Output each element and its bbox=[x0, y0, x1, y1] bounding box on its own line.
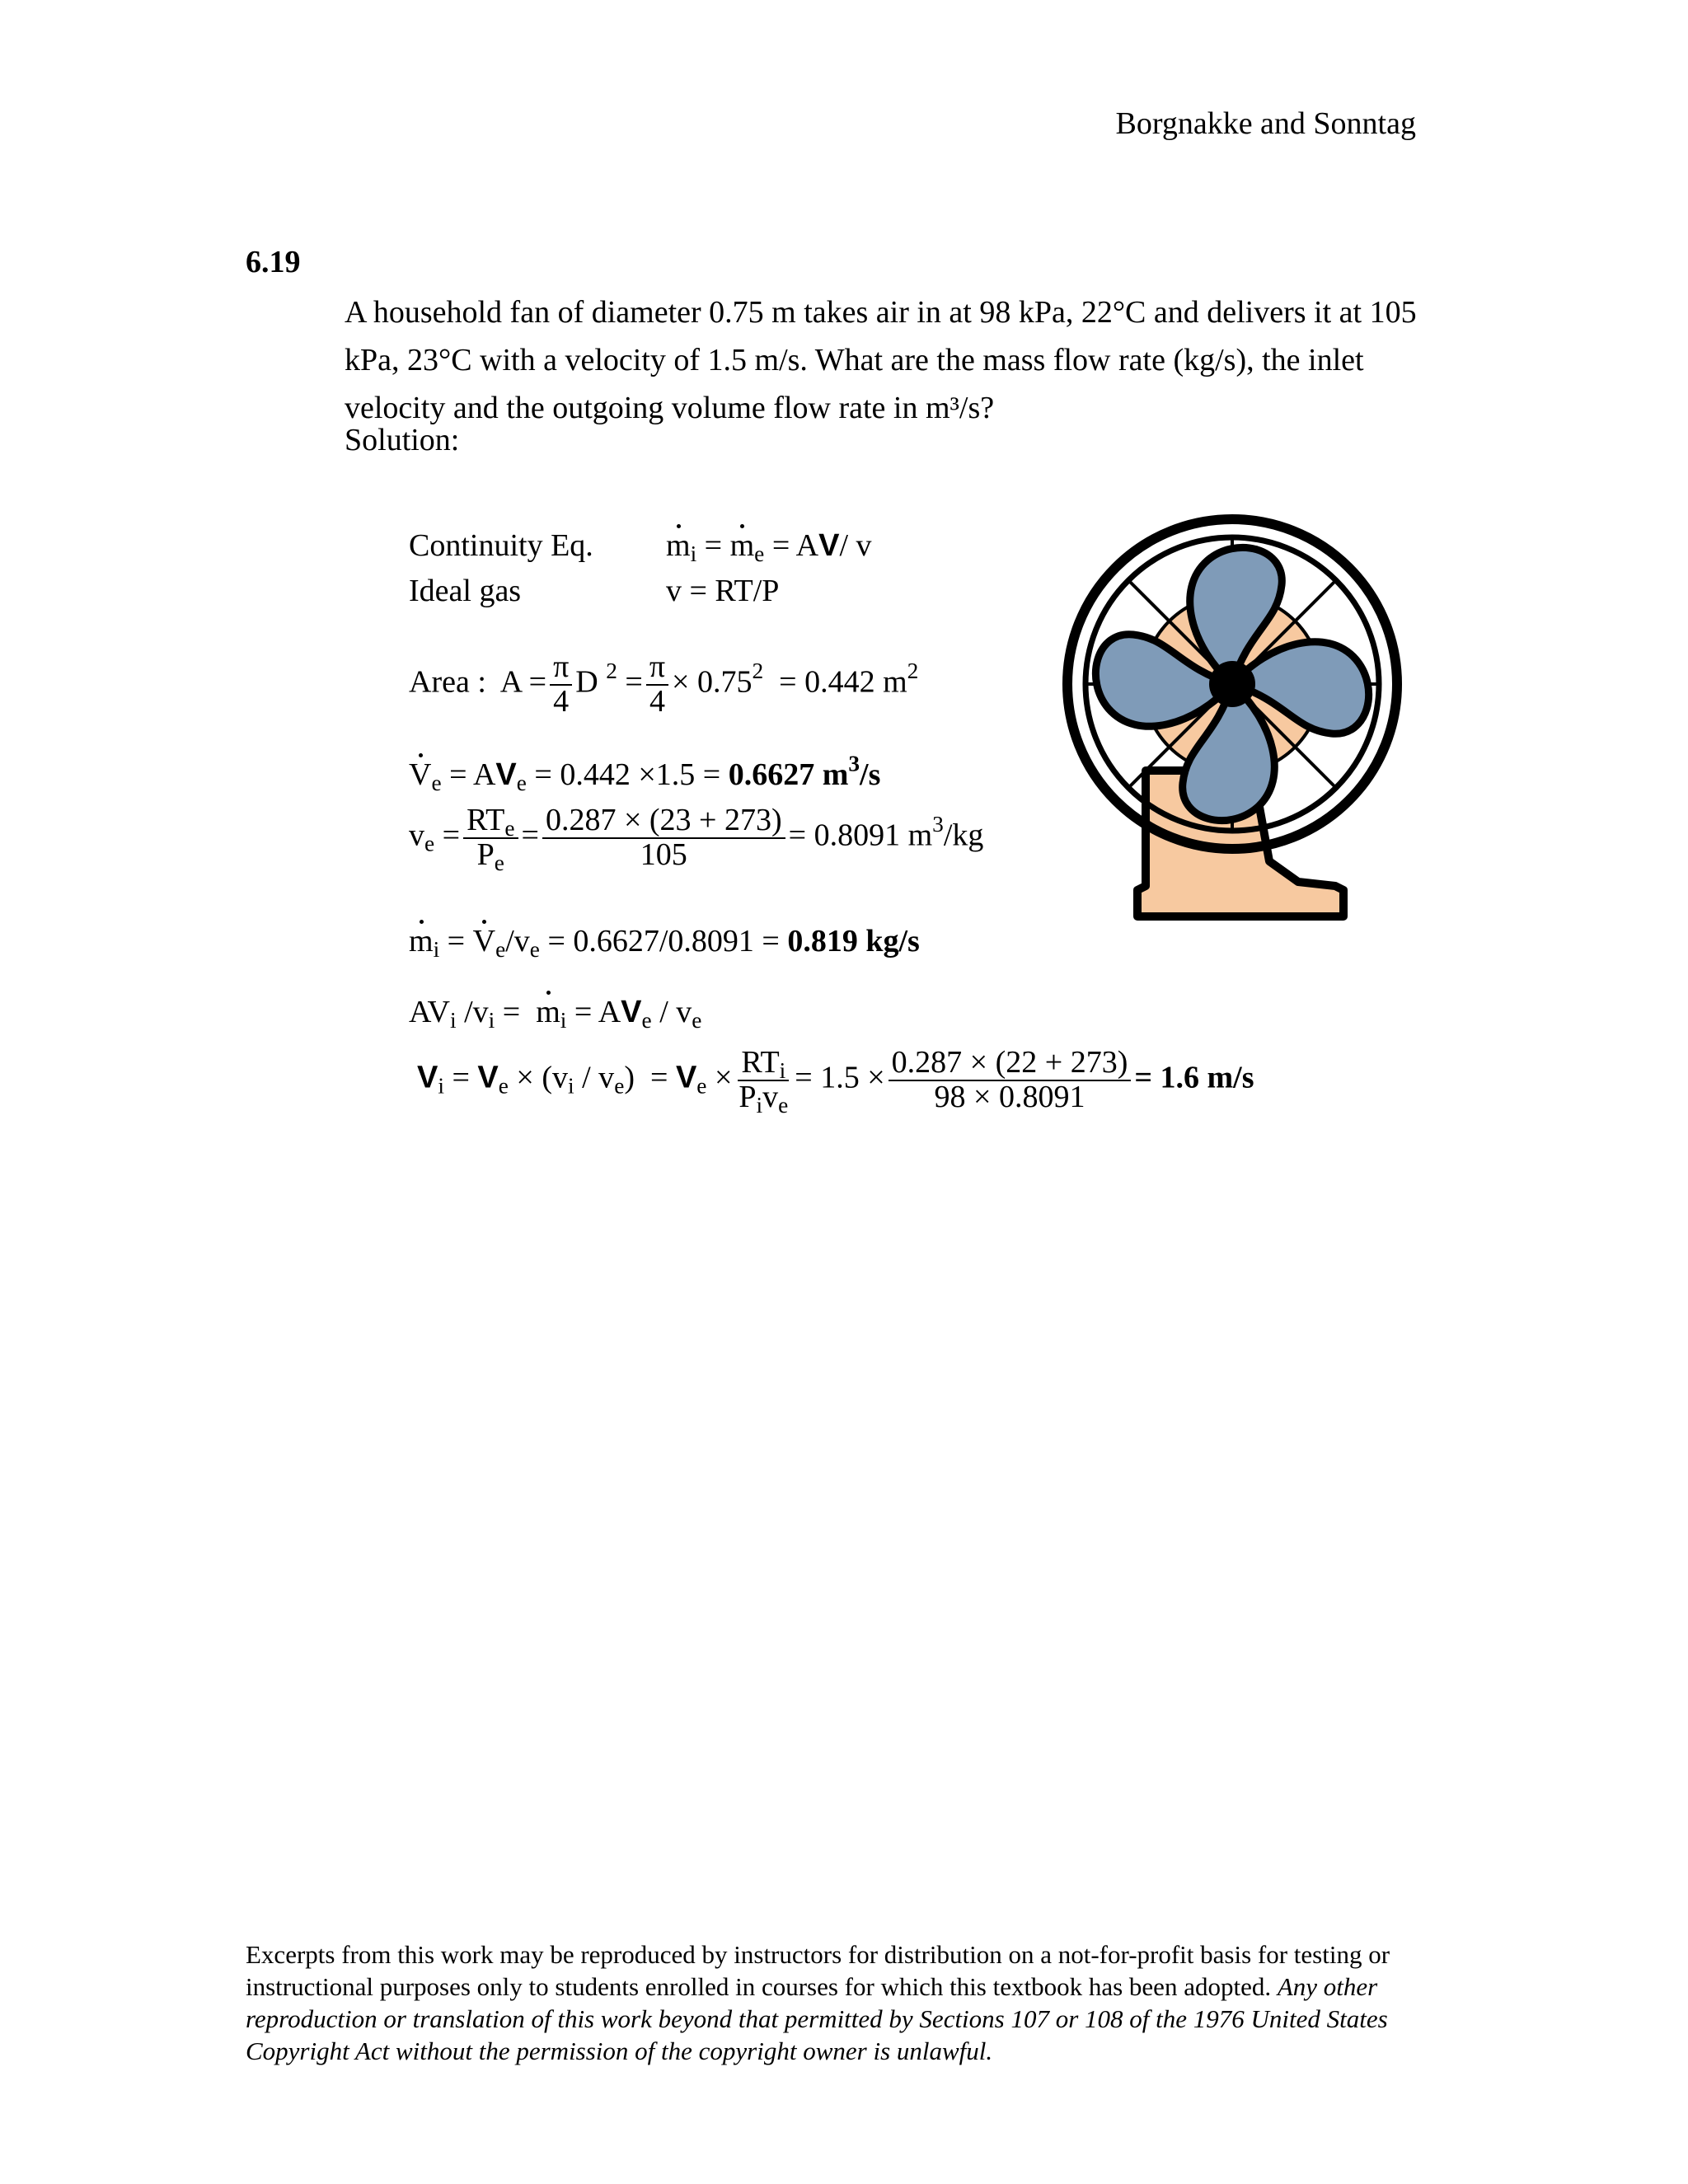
specific-volume-equation: $v_e$ = $\frac{RT_e}{P_e}$ = $\frac{0.287 \times (23 + 273)}{105}$ = 0.8091 $m^3/kg$ bbox=[409, 803, 984, 875]
area-label: Area : bbox=[409, 664, 486, 700]
footer-warning: Any other reproduction or translation of this work beyond that permitted by Sections 107 or 108 of the 1976 United States Copyright Act without the permission of the copyright owner is unlawful. bbox=[246, 1972, 1388, 2065]
continuity-equation: $m_i = m_e = AV/$ v bbox=[666, 528, 872, 566]
continuity-label: Continuity Eq. bbox=[409, 528, 593, 563]
problem-number: 6.19 bbox=[246, 245, 301, 279]
mass-flow-equation: $m_i = V_e/v_e = 0.6627/0.8091 = 0.819$ kg/s bbox=[409, 924, 920, 962]
desk-fan-icon bbox=[1051, 499, 1430, 927]
problem-statement: A household fan of diameter 0.75 m takes air in at 98 kPa, 22°C and delivers it at 105 kPa, 23°C with a velocity of 1.5 m/s. What are the mass flow rate (kg/s), the inlet velocity and the outgoing volume flow rate in m³/s? bbox=[345, 295, 1417, 425]
ideal-gas-equation: v = RT/P bbox=[666, 574, 780, 608]
solution-label: Solution: bbox=[345, 423, 460, 457]
inlet-velocity-equation: $V_i = V_e \times (v_i / v_e) = V_e$ × $\frac{RT_i}{P_iv_e}$ = 1.5 × $\frac{0.287 \times (22 + 273)}{98 \times 0.8091}$ = 1.6 m/s bbox=[417, 1045, 1254, 1118]
footer-notice: Excerpts from this work may be reproduced by instructors for distribution on a not-for-profit basis for testing or instructional purposes only to students enrolled in courses for which this textbook has been adopted. bbox=[246, 1940, 1390, 2001]
area-equation: Area : A = $\frac{\pi}{4}$ D $^2$ = $\frac{\pi}{4}$ × $0.75^2 = 0.442$ $m^2$ bbox=[409, 649, 919, 719]
copyright-footer bbox=[246, 1938, 1432, 2067]
mass-balance-equation: $AV_i$ $/v_i = m_i = AV_e / v_e$ bbox=[409, 995, 702, 1033]
ideal-gas-label: Ideal gas bbox=[409, 574, 522, 608]
running-head: Borgnakke and Sonntag bbox=[1115, 106, 1416, 141]
volume-flow-equation: $V_e = AV_e = 0.442 \times 1.5 = 0.6627$ $m^3/s$ bbox=[409, 751, 881, 795]
